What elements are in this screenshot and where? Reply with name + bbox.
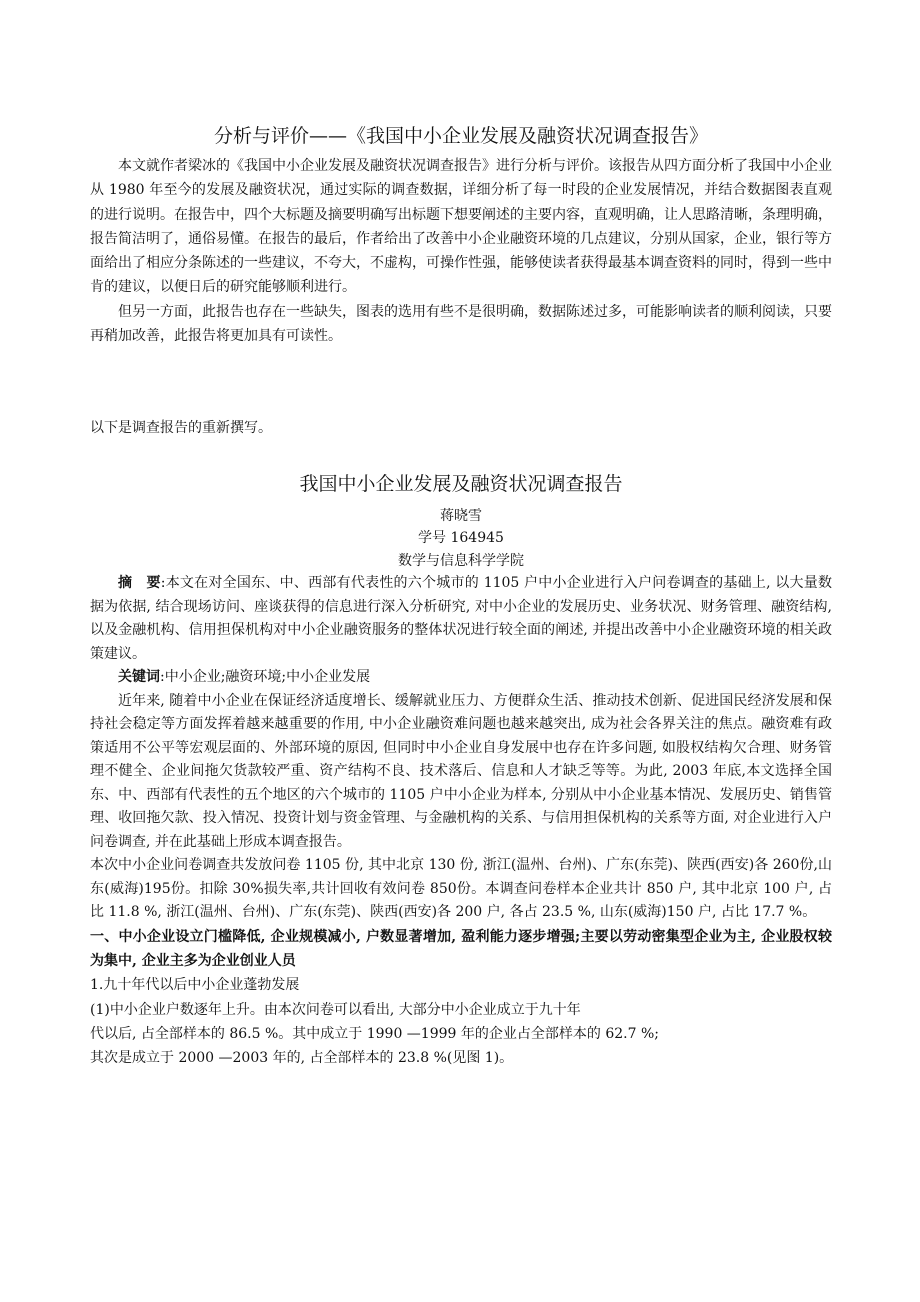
abstract — [90, 572, 832, 666]
sample-paragraph: 本次中小企业问卷调查共发放问卷 1105 份, 其中北京 130 份, 浙江(温州、台州)、广东(东莞)、陕西(西安)各 260份,山东(威海)195份。扣除 30%损失率,共计回收有效问卷 850份。本调查问卷样本企业共计 850 户, 其中北京 100 户, 占比 11.8 %, 浙江(温州、台州)、广东(东莞)、陕西(西安)各 200 户, 各占 23.5 %, 山东(威海)150 户, 占比 17.7 %。 — [90, 857, 832, 921]
review-paragraph-2: 但另一方面，此报告也存在一些缺失，图表的选用有些不是很明确，数据陈述过多，可能影响读者的顺利阅读，只要再稍加改善，此报告将更加具有可读性。 — [90, 303, 832, 345]
keywords-label: 关键词 — [118, 669, 160, 686]
spacer — [90, 348, 832, 416]
section-1-heading: 一、中小企业设立门槛降低, 企业规模减小, 户数显著增加, 盈利能力逐步增强;主要以劳动密集型企业为主, 企业股权较为集中, 企业主多为企业创业人员 — [90, 928, 832, 969]
report-student-id: 学号 164945 — [418, 530, 504, 547]
subsection-1-heading: 1.九十年代以后中小企业蓬勃发展 — [90, 977, 300, 994]
review-title: 分析与评价——《我国中小企业发展及融资状况调查报告》 — [213, 125, 708, 147]
body-line: 代以后, 占全部样本的 86.5 %。其中成立于 1990 —1999 年的企业占全部样本的 62.7 %; — [90, 1025, 659, 1042]
rewrite-note: 以下是调查报告的重新撰写。 — [90, 420, 272, 437]
report-title: 我国中小企业发展及融资状况调查报告 — [299, 472, 623, 495]
intro-paragraph: 近年来, 随着中小企业在保证经济适度增长、缓解就业压力、方便群众生活、推动技术创新、促进国民经济发展和保持社会稳定等方面发挥着越来越重要的作用, 中小企业融资难问题也越来越突出, 成为社会各界关注的焦点。融资难有政策适用不公平等宏观层面的、外部环境的原因, 但同时中小企业自身发展中也存在许多问题, 如股权结构欠合理、财务管理不健全、企业间拖欠货款较严重、资产结构不良、技术落后、信息和人才缺乏等等。为此, 2003 年底,本文选择全国东、中、西部有代表性的五个地区的六个城市的 1105 户中小企业为样本, 分别从中小企业基本情况、发展历史、销售管理、收回拖欠款、投入情况、投资计划与资金管理、与金融机构的关系、与信用担保机构的关系等方面, 对企业进行入户问卷调查, 并在此基础上形成本调查报告。 — [90, 692, 832, 850]
keywords — [90, 666, 832, 690]
body-line: (1)中小企业户数逐年上升。由本次问卷可以看出, 大部分中小企业成立于九十年 — [90, 1001, 581, 1018]
abstract-label: 摘 要 — [118, 575, 161, 592]
keywords-text: :中小企业;融资环境;中小企业发展 — [160, 669, 371, 686]
abstract-text: :本文在对全国东、中、西部有代表性的六个城市的 1105 户中小企业进行入户问卷调查的基础上, 以大量数据为依据, 结合现场访问、座谈获得的信息进行深入分析研究, 对中小企业的发展历史、业务状况、财务管理、融资结构, 以及金融机构、信用担保机构对中小企业融资服务的整体状况进行较全面的阐述, 并提出改善中小企业融资环境的相关政策建议。 — [90, 575, 832, 662]
report-school: 数学与信息科学学院 — [398, 552, 524, 569]
report-author: 蒋晓雪 — [440, 507, 482, 524]
body-line: 其次是成立于 2000 —2003 年的, 占全部样本的 23.8 %(见图 1)。 — [90, 1050, 514, 1067]
document-page — [90, 122, 832, 1070]
review-paragraph-1: 本文就作者梁冰的《我国中小企业发展及融资状况调查报告》进行分析与评价。该报告从四方面分析了我国中小企业从 1980 年至今的发展及融资状况，通过实际的调查数据，详细分析了每一时段的企业发展情况，并结合数据图表直观的进行说明。在报告中，四个大标题及摘要明确写出标题下想要阐述的主要内容，直观明确，让人思路清晰，条理明确，报告简洁明了，通俗易懂。在报告的最后，作者给出了改善中小企业融资环境的几点建议，分别从国家，企业，银行等方面给出了相应分条陈述的一些建议，不夸大，不虚构，可操作性强，能够使读者获得最基本调查资料的同时，得到一些中肯的建议，以便日后的研究能够顺利进行。 — [90, 158, 832, 296]
spacer — [90, 441, 832, 469]
